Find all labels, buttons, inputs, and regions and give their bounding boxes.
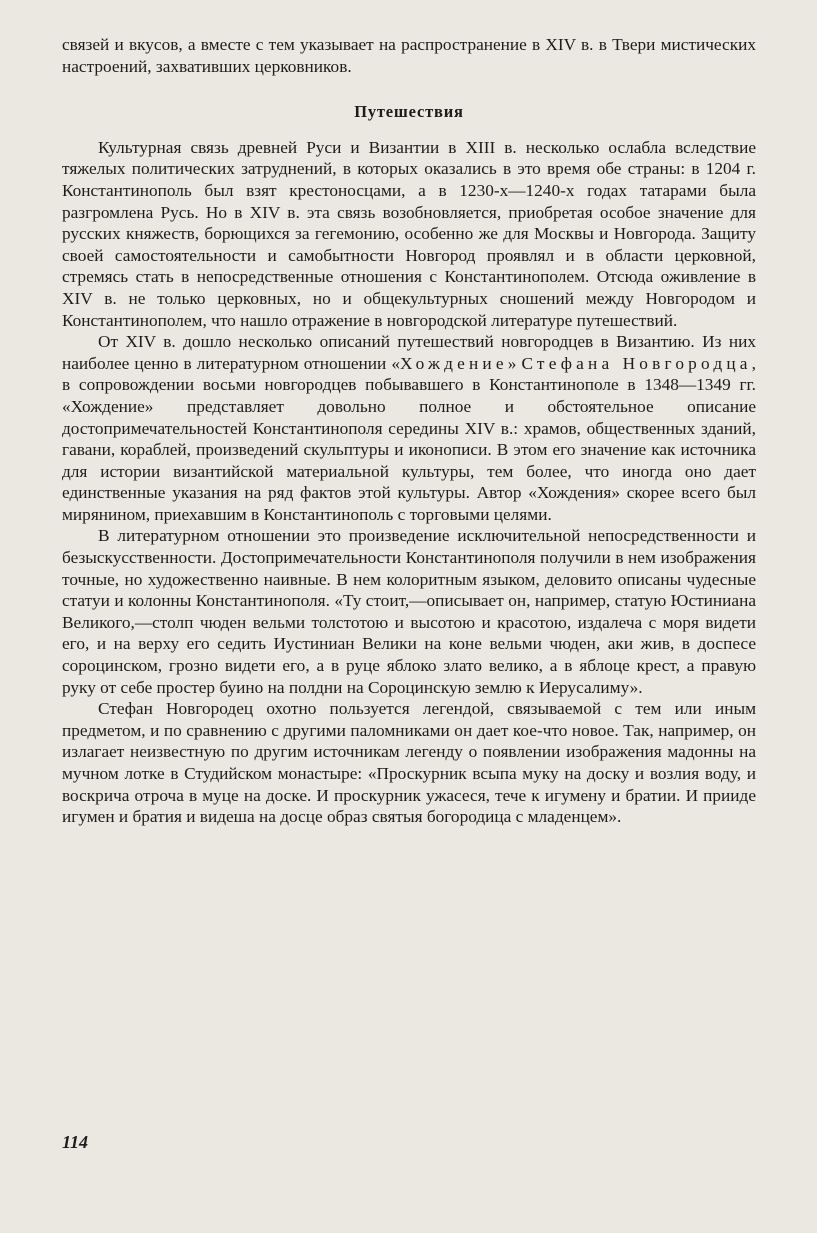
paragraph-4: Стефан Новгородец охотно пользуется легендой, связываемой с тем или иным предметом, и по сравнению с другими паломниками он дает кое-что новое. Так, например, он излагает неизвестную по другим источникам легенду о появлении изображения мадонны на мучном лотке в Студийском монастыре: «Проскурник всыпа муку на доску и возлия воду, и воскрича отроча в муце на доске. И проскурник ужасеся, тече к игумену и братии. И прииде игумен и братия и видеша на досце образ святыя богородица с младенцем».	[62, 699, 756, 827]
page-number: 114	[62, 1132, 89, 1152]
section-heading: Путешествия	[354, 102, 464, 122]
paragraph-2-start: От XIV в. дошло несколько описаний путешествий новгородцев в Византию. Из них наиболее ценно в литературном отношении «	[62, 332, 756, 373]
author-name-spaced: Стефана Новгородца	[521, 353, 752, 373]
work-title-spaced: Хождение	[399, 353, 508, 373]
work-title-quote-close: »	[507, 353, 522, 373]
paragraph-1: Культурная связь древней Руси и Византии в XIII в. несколько ослабла вследствие тяжелых политических затруднений, в которых оказались в это время обе страны: в 1204 г. Константинополь был взят крестоносцами, а в 1230-х—1240-х годах татарами была разгромлена Русь. Но в XIV в. эта связь возобновляется, приобретая особое значение для русских княжеств, борющихся за гегемонию, особенно же для Москвы и Новгорода. Защиту своей самостоятельности и самобытности Новгород проявлял и в области церковной, стремясь стать в непосредственные отношения с Константинополем. Отсюда оживление в XIV в. не только церковных, но и общекультурных сношений между Новгородом и Константинополем, что нашло отражение в новгородской литературе путешествий.	[62, 137, 756, 330]
page-body	[62, 34, 756, 828]
paragraph-2	[62, 331, 756, 525]
paragraph-2-end: , в сопровождении восьми новгородцев побывавшего в Константинополе в 1348—1349 гг. «Хождение» представляет довольно полное и обстоятельное описание достопримечательностей Константинополя середины XIV в.: храмов, общественных зданий, гавани, кораблей, произведений скульптуры и иконописи. В этом его значение как источника для истории византийской материальной культуры, тем более, что иногда оно дает единственные указания на ряд фактов этой культуры. Автор «Хождения» скорее всего был мирянином, приехавшим в Константинополь с торговыми целями.	[62, 353, 756, 524]
intro-paragraph: связей и вкусов, а вместе с тем указывает на распространение в XIV в. в Твери мистических настроений, захвативших церковников.	[62, 35, 756, 76]
paragraph-3: В литературном отношении это произведение исключительной непосредственности и безыскусственности. Достопримечательности Константинополя получили в нем изображения точные, но художественно наивные. В нем колоритным языком, деловито описаны чудесные статуи и колонны Константинополя. «Ту стоит,—описывает он, например, статую Юстиниана Великого,—столп чюден вельми толстотою и высотою и красотою, издалеча с моря видети его, и на верху его седить Иустиниан Велики на коне вельми чюден, аки жив, в доспесе сороцинском, грозно видети его, а в руце яблоко злато велико, а в яблоце крест, а правую руку от себе простер буино на полдни на Сороцинскую землю к Иерусалиму».	[62, 526, 756, 697]
